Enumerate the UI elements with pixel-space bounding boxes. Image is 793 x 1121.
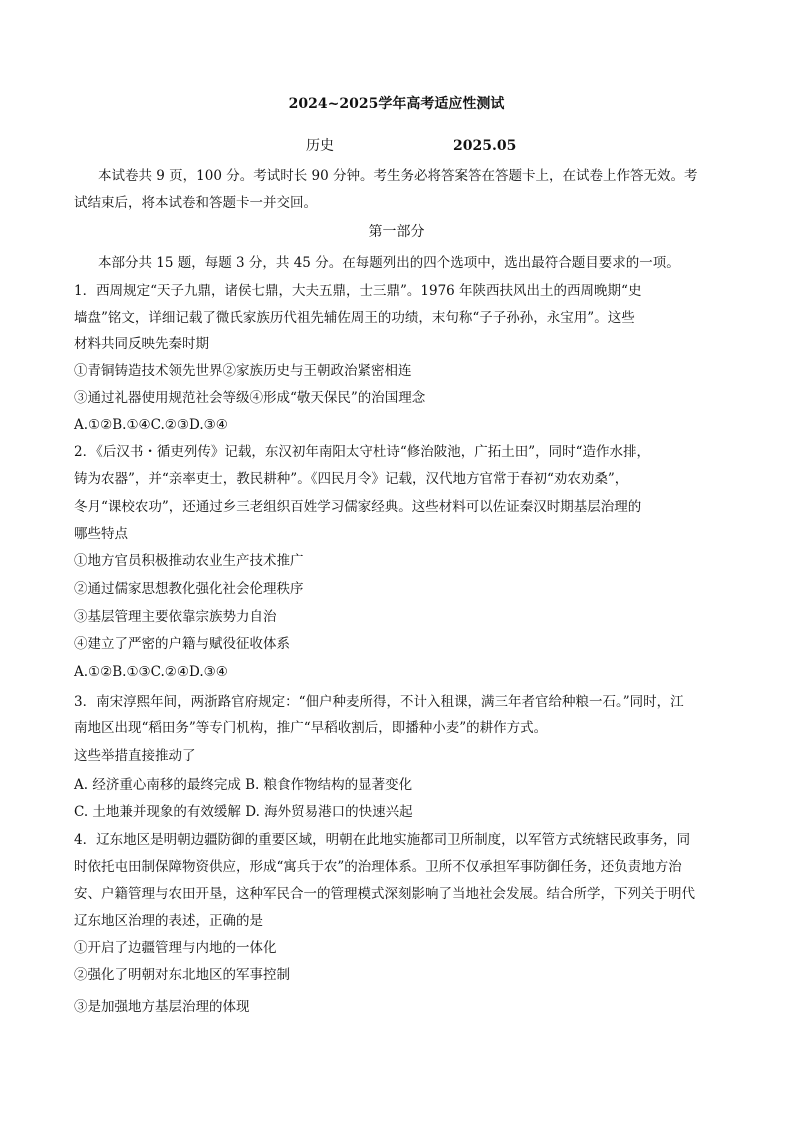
answer-options: A.①②B.①③C.②④D.③④ [74, 664, 228, 680]
part-title: 第一部分 [368, 224, 425, 240]
intro-line: 试结束后，将本试卷和答题卡一并交回。 [74, 195, 317, 211]
exam-title: 2024~2025学年高考适应性测试 [288, 96, 505, 112]
question-item: ②强化了明朝对东北地区的军事控制 [74, 967, 290, 983]
question-stem: 冬月“课校农功”，还通过乡三老组织百姓学习儒家经典。这些材料可以佐证秦汉时期基层治理的 [74, 499, 642, 515]
question-item: ②通过儒家思想教化强化社会伦理秩序 [74, 581, 304, 597]
subject-label: 历史 [306, 138, 334, 154]
question-item: ④建立了严密的户籍与赋役征收体系 [74, 636, 290, 652]
question-stem: 材料共同反映先秦时期 [74, 336, 209, 352]
question-stem: 2．《后汉书・循吏列传》记载，东汉初年南阳太守杜诗“修治陂池，广拓土田”，同时“造作水排， [74, 444, 651, 460]
question-item: ①青铜铸造技术领先世界②家族历史与王朝政治紧密相连 [74, 363, 412, 379]
question-item: ①开启了边疆管理与内地的一体化 [74, 940, 277, 956]
question-item: ③基层管理主要依靠宗族势力自治 [74, 609, 277, 625]
intro-line: 本试卷共 9 页，100 分。考试时长 90 分钟。考生务必将答案答在答题卡上，在试卷上作答无效。考 [98, 168, 698, 184]
question-stem: 南地区出现“稻田务”等专门机构，推广“早稻收割后，即播种小麦”的耕作方式。 [74, 720, 548, 736]
question-stem: 4．辽东地区是明朝边疆防御的重要区域，明朝在此地实施都司卫所制度，以军管方式统辖民政事务，同 [74, 832, 691, 848]
part-instruction: 本部分共 15 题，每题 3 分，共 45 分。在每题列出的四个选项中，选出最符合题目要求的一项。 [98, 255, 680, 271]
question-item: ③通过礼器使用规范社会等级④形成“敬天保民”的治国理念 [74, 390, 426, 406]
exam-date: 2025.05 [453, 138, 517, 154]
answer-options: A. 经济重心南移的最终完成 B. 粮食作物结构的显著变化 [74, 777, 413, 793]
question-item: ①地方官员积极推动农业生产技术推广 [74, 553, 304, 569]
question-stem: 哪些特点 [74, 526, 128, 542]
answer-options: C. 土地兼并现象的有效缓解 D. 海外贸易港口的快速兴起 [74, 804, 413, 820]
question-stem: 安、户籍管理与农田开垦，这种军民合一的管理模式深刻影响了当地社会发展。结合所学，下列关于明代 [74, 886, 695, 902]
question-stem: 墙盘”铭文，详细记载了微氏家族历代祖先辅佐周王的功绩，末句称“子子孙孙，永宝用”。这些 [74, 310, 635, 326]
question-stem: 这些举措直接推动了 [74, 748, 196, 764]
question-stem: 3．南宋淳熙年间，两浙路官府规定：“佃户种麦所得，不计入租课，满三年者官给种粮一石。”同时，江 [74, 694, 684, 710]
question-stem: 1．西周规定“天子九鼎，诸侯七鼎，大夫五鼎，士三鼎”。1976 年陕西扶风出土的西周晚期“史 [74, 283, 642, 299]
question-stem: 辽东地区治理的表述，正确的是 [74, 913, 263, 929]
question-stem: 时依托屯田制保障物资供应，形成“寓兵于农”的治理体系。卫所不仅承担军事防御任务，还负责地方治 [74, 859, 682, 875]
answer-options: A.①②B.①④C.②③D.③④ [74, 417, 228, 433]
question-stem: 铸为农器”，并“亲率吏士，教民耕种”。《四民月令》记载，汉代地方官常于春初“劝农劝桑”， [74, 471, 629, 487]
question-item: ③是加强地方基层治理的体现 [74, 999, 250, 1015]
